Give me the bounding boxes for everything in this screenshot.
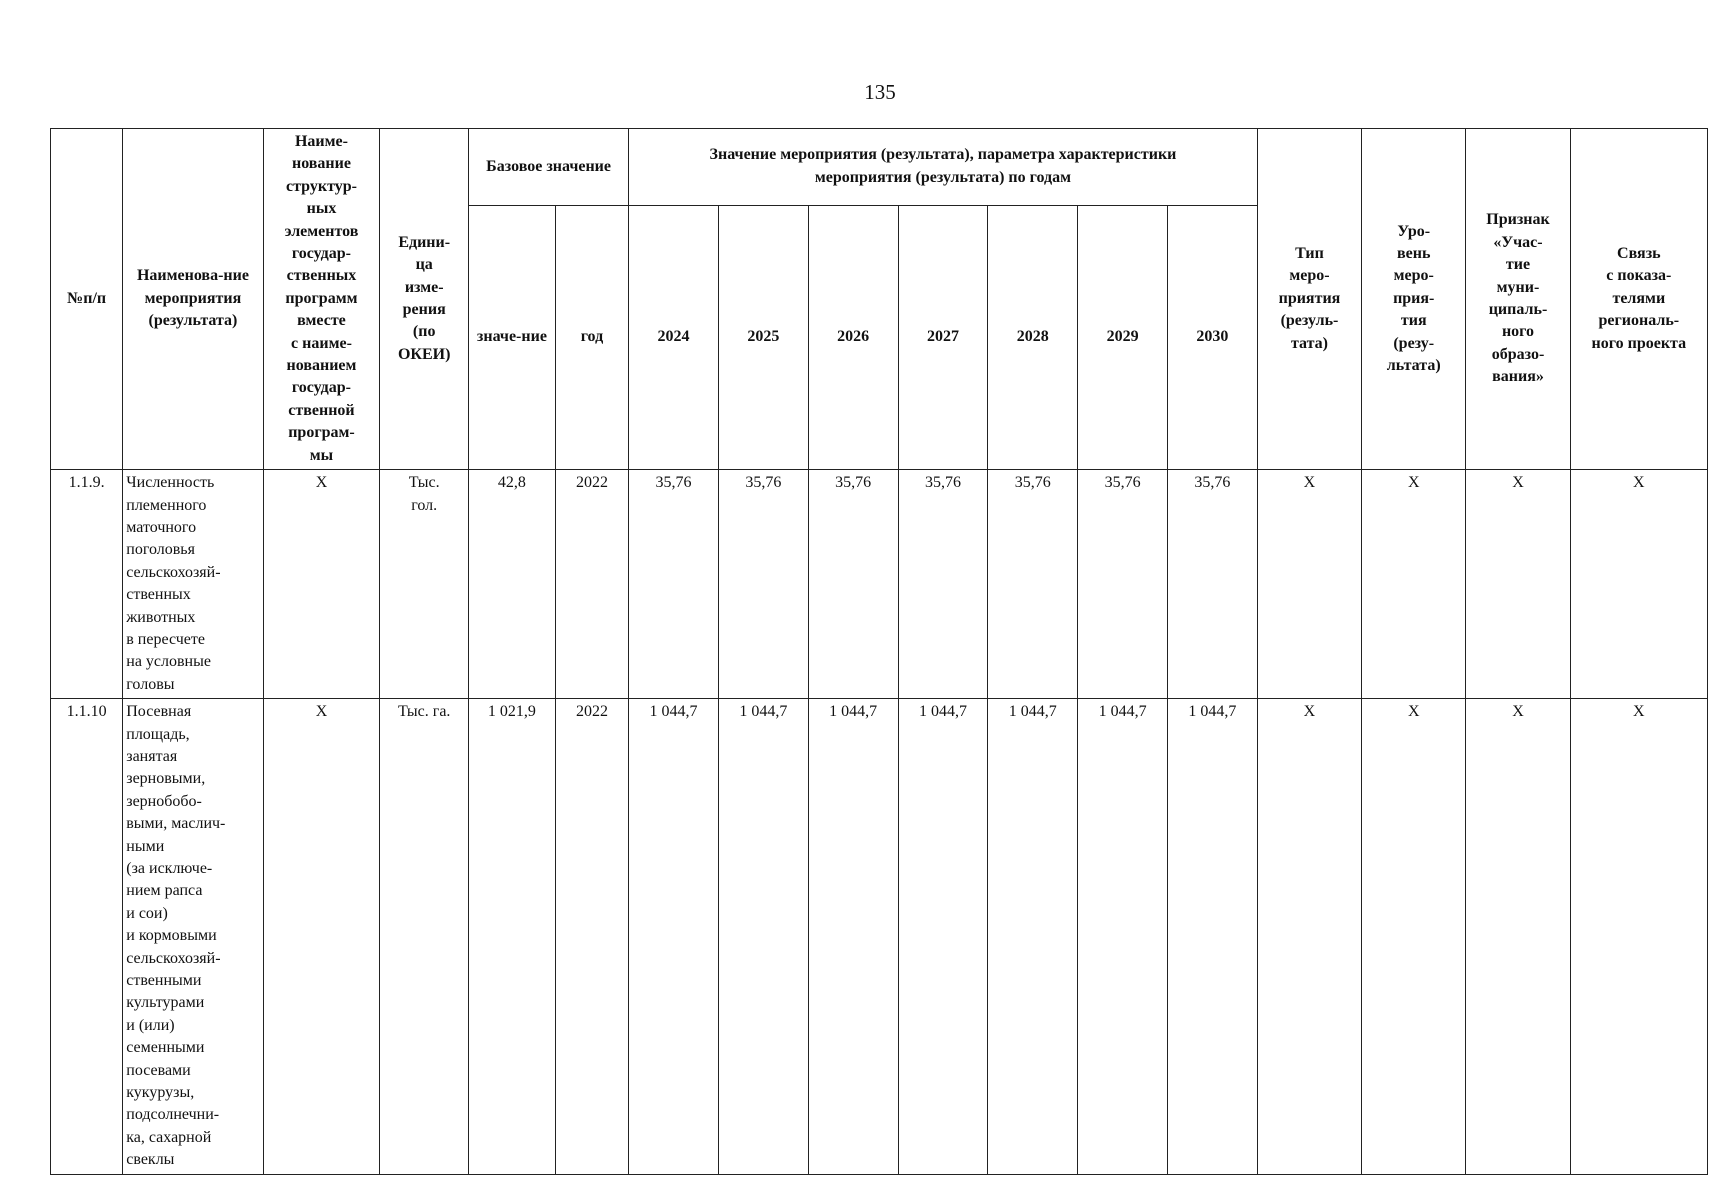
row-level: Х: [1362, 470, 1466, 699]
text-line: региональ-: [1598, 312, 1680, 330]
row-value-2028: 35,76: [988, 470, 1078, 699]
table-row: [51, 699, 1708, 1175]
text-line: ОКЕИ): [397, 345, 451, 363]
row-value-2026: 1 044,7: [808, 699, 898, 1175]
text-line: кукурузы,: [126, 1084, 195, 1102]
row-municipal: Х: [1466, 470, 1570, 699]
row-type: Х: [1257, 699, 1361, 1175]
text-line: занятая: [126, 747, 178, 765]
row-struct: Х: [263, 699, 380, 1175]
text-line: (резуль-: [1280, 312, 1339, 330]
row-num: 1.1.9.: [51, 470, 123, 699]
text-line: муни-: [1496, 278, 1540, 296]
indicators-table: [50, 128, 1708, 1175]
text-line: и (или): [126, 1016, 175, 1034]
header-years-group: [629, 129, 1258, 206]
row-value-2028: 1 044,7: [988, 699, 1078, 1175]
row-value-2027: 1 044,7: [898, 699, 988, 1175]
header-level: [1362, 129, 1466, 470]
text-line: ственной: [288, 401, 355, 419]
text-line: и сои): [126, 904, 168, 922]
text-line: животных: [126, 608, 196, 626]
text-line: програм-: [288, 424, 355, 442]
text-line: нование: [291, 155, 351, 173]
text-line: Численность: [126, 474, 215, 492]
text-line: тие: [1505, 256, 1531, 274]
row-value-2029: 35,76: [1078, 470, 1168, 699]
text-line: ного: [1501, 323, 1535, 341]
text-line: Посевная: [126, 703, 192, 721]
row-municipal: Х: [1466, 699, 1570, 1175]
text-line: племенного: [126, 496, 207, 514]
header-year-2029: 2029: [1078, 205, 1168, 469]
text-line: образо-: [1491, 345, 1545, 363]
text-line: маточного: [126, 518, 197, 536]
text-line: вместе: [297, 312, 346, 330]
row-value-2026: 35,76: [808, 470, 898, 699]
row-value-2025: 1 044,7: [718, 699, 808, 1175]
text-line: с наиме-: [291, 334, 352, 352]
header-base-value: значе-ние: [469, 205, 556, 469]
text-line: тия: [1400, 312, 1427, 330]
header-municipal: [1466, 129, 1570, 470]
text-line: приятия: [1278, 289, 1341, 307]
text-line: меро-: [1289, 267, 1330, 285]
text-line: ными: [126, 837, 165, 855]
header-year-2026: 2026: [808, 205, 898, 469]
row-value-2029: 1 044,7: [1078, 699, 1168, 1175]
header-num: №п/п: [51, 129, 123, 470]
text-line: зерновыми,: [126, 770, 206, 788]
header-year-2028: 2028: [988, 205, 1078, 469]
text-line: «Учас-: [1493, 233, 1543, 251]
row-value-2025: 35,76: [718, 470, 808, 699]
text-line: Уро-: [1397, 222, 1431, 240]
text-line: зернобобо-: [126, 792, 202, 810]
text-line: выми, маслич-: [126, 815, 226, 833]
text-line: Тыс.: [408, 474, 440, 492]
row-value-2024: 35,76: [629, 470, 719, 699]
text-line: посевами: [126, 1061, 191, 1079]
text-line: поголовья: [126, 541, 195, 559]
text-line: площадь,: [126, 725, 190, 743]
text-line: изме-: [404, 278, 444, 296]
row-unit: [380, 699, 469, 1175]
row-base-value: 1 021,9: [469, 699, 556, 1175]
text-line: ственных: [286, 267, 357, 285]
row-value-2030: 1 044,7: [1167, 699, 1257, 1175]
text-line: в пересчете: [126, 630, 205, 648]
header-struct: [263, 129, 380, 470]
row-name: [123, 699, 263, 1175]
text-line: ственных: [126, 586, 191, 604]
header-year-2024: 2024: [629, 205, 719, 469]
text-line: мероприятия (результата) по годам: [814, 168, 1072, 186]
text-line: ных: [306, 200, 337, 218]
text-line: (резу-: [1393, 334, 1435, 352]
header-base-year: год: [555, 205, 628, 469]
row-value-2024: 1 044,7: [629, 699, 719, 1175]
text-line: структур-: [286, 177, 357, 195]
text-line: мы: [309, 446, 334, 464]
header-name: Наименова-ние мероприятия (результата): [123, 129, 263, 470]
text-line: Наиме-: [294, 133, 348, 150]
row-base-year: 2022: [555, 470, 628, 699]
text-line: телями: [1612, 289, 1666, 307]
text-line: культурами: [126, 994, 205, 1012]
row-level: Х: [1362, 699, 1466, 1175]
text-line: элементов: [284, 222, 359, 240]
text-line: государ-: [291, 379, 351, 397]
text-line: программ: [285, 289, 358, 307]
row-link: Х: [1570, 699, 1707, 1175]
text-line: рения: [402, 301, 446, 319]
table-row: [51, 470, 1708, 699]
row-value-2027: 35,76: [898, 470, 988, 699]
text-line: льтата): [1386, 357, 1441, 375]
header-base-group: Базовое значение: [469, 129, 629, 206]
row-name: [123, 470, 263, 699]
text-line: Едини-: [398, 233, 451, 251]
text-line: Связь: [1617, 245, 1661, 263]
row-link: Х: [1570, 470, 1707, 699]
header-year-2025: 2025: [718, 205, 808, 469]
text-line: ципаль-: [1488, 301, 1548, 319]
text-line: сельскохозяй-: [126, 563, 221, 581]
header-year-2027: 2027: [898, 205, 988, 469]
text-line: головы: [126, 675, 175, 693]
text-line: (за исключе-: [126, 860, 213, 877]
text-line: прия-: [1393, 289, 1435, 307]
text-line: свеклы: [126, 1151, 175, 1169]
text-line: нованием: [286, 357, 357, 375]
header-type: [1257, 129, 1361, 470]
row-base-value: 42,8: [469, 470, 556, 699]
text-line: нием рапса: [126, 882, 203, 900]
row-value-2030: 35,76: [1167, 470, 1257, 699]
header-link: [1570, 129, 1707, 470]
text-line: Признак: [1486, 211, 1550, 229]
text-line: тата): [1290, 334, 1328, 352]
header-unit: [380, 129, 469, 470]
row-num: 1.1.10: [51, 699, 123, 1175]
row-unit: [380, 470, 469, 699]
text-line: на условные: [126, 653, 211, 671]
text-line: сельскохозяй-: [126, 949, 221, 967]
text-line: Тыс. га.: [397, 703, 451, 721]
text-line: вень: [1397, 245, 1431, 263]
row-base-year: 2022: [555, 699, 628, 1175]
text-line: подсолнечни-: [126, 1106, 220, 1124]
text-line: ного проекта: [1591, 334, 1687, 352]
text-line: ка, сахарной: [126, 1128, 212, 1146]
text-line: и кормовыми: [126, 927, 217, 945]
text-line: семенными: [126, 1039, 205, 1057]
row-struct: Х: [263, 470, 380, 699]
text-line: ца: [415, 256, 433, 274]
page-number: 135: [864, 80, 896, 104]
text-line: государ-: [291, 245, 351, 263]
header-year-2030: 2030: [1167, 205, 1257, 469]
table-header: [51, 129, 1708, 470]
text-line: Тип: [1295, 245, 1324, 263]
text-line: ственными: [126, 972, 202, 990]
text-line: вания»: [1492, 368, 1544, 386]
text-line: гол.: [411, 496, 438, 514]
text-line: меро-: [1393, 267, 1434, 285]
text-line: с показа-: [1606, 267, 1672, 285]
text-line: Значение мероприятия (результата), параметра характеристики: [709, 146, 1177, 164]
text-line: (по: [412, 323, 436, 341]
row-type: Х: [1257, 470, 1361, 699]
